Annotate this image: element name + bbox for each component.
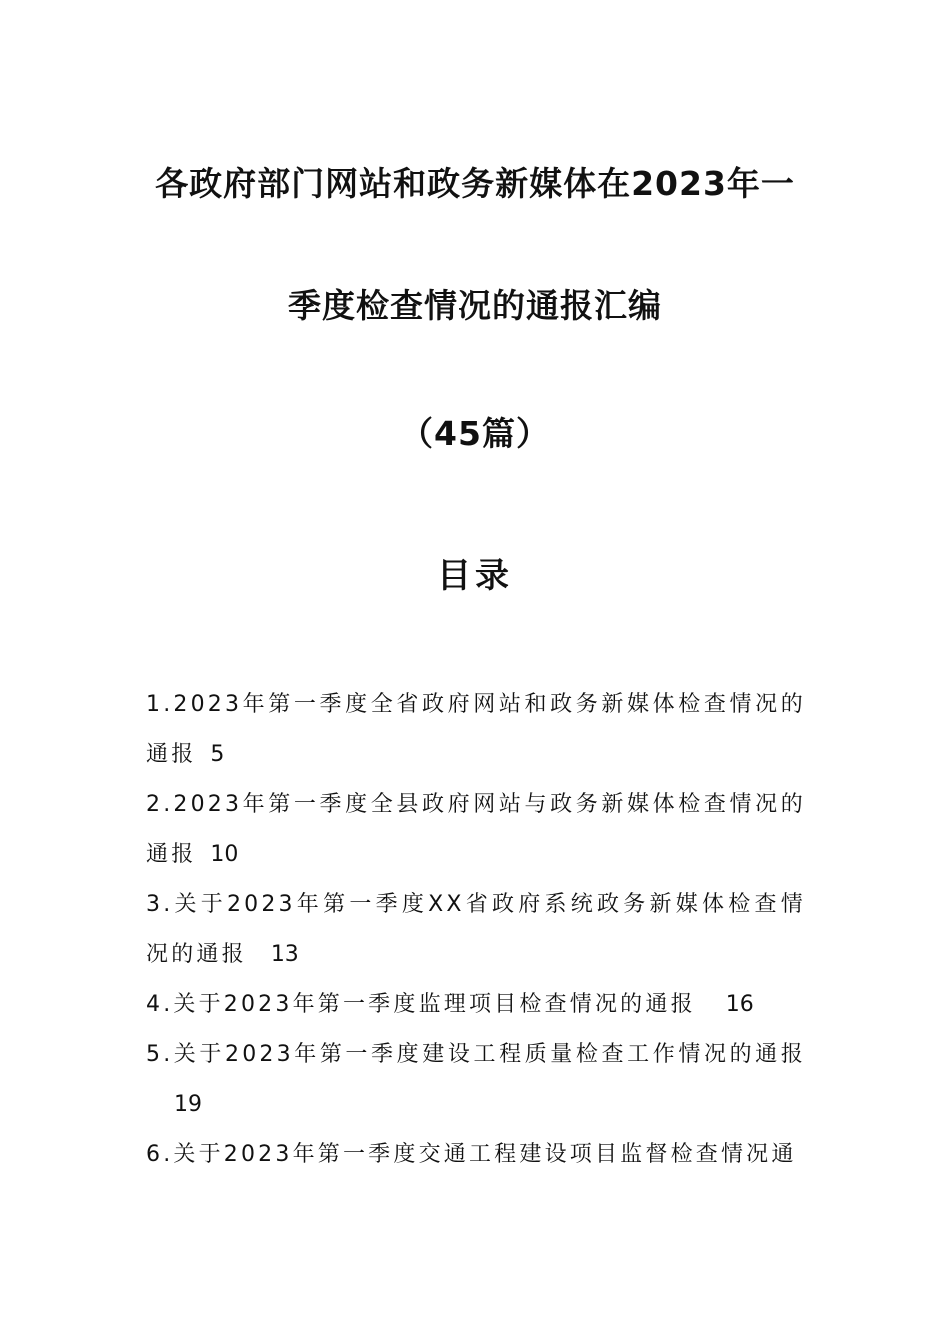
- toc-entry-5[interactable]: [146, 1030, 806, 1130]
- toc-entry-page: 10: [210, 842, 239, 867]
- document-title-line-2: 季度检查情况的通报汇编: [288, 286, 662, 325]
- toc-entry-text: 5.关于2023年第一季度建设工程质量检查工作情况的通报: [146, 1042, 806, 1067]
- toc-entry-text: 4.关于2023年第一季度监理项目检查情况的通报: [146, 992, 696, 1017]
- toc-entry-1[interactable]: [146, 680, 806, 780]
- toc-entry-page: 16: [725, 992, 754, 1017]
- toc-entry-text: 6.关于2023年第一季度交通工程建设项目监督检查情况通: [146, 1142, 797, 1167]
- article-count: （45篇）: [400, 414, 550, 453]
- toc-heading: 目录: [437, 556, 513, 596]
- toc-entry-text: 1.2023年第一季度全省政府网站和政务新媒体检查情况的通报: [146, 692, 806, 767]
- table-of-contents: [146, 680, 806, 1180]
- toc-entry-text: 2.2023年第一季度全县政府网站与政务新媒体检查情况的通报: [146, 792, 806, 867]
- toc-entry-text: 3.关于2023年第一季度XX省政府系统政务新媒体检查情况的通报: [146, 892, 806, 967]
- toc-entry-6[interactable]: [146, 1130, 806, 1180]
- toc-entry-3[interactable]: [146, 880, 806, 980]
- toc-entry-page: 19: [174, 1092, 202, 1117]
- document-title-line-1: 各政府部门网站和政务新媒体在2023年一: [155, 164, 795, 203]
- toc-entry-4[interactable]: [146, 980, 806, 1030]
- toc-entry-page: 5: [210, 742, 225, 767]
- toc-entry-page: 13: [270, 942, 299, 967]
- toc-entry-2[interactable]: [146, 780, 806, 880]
